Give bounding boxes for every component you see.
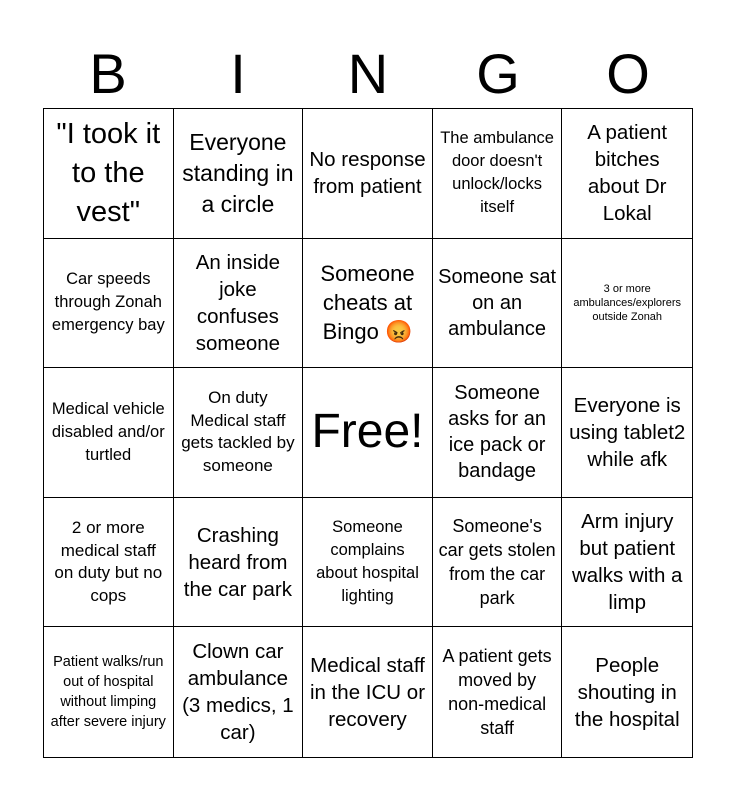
bingo-cell-text: 3 or more ambulances/explorers outside Zonah <box>573 282 681 323</box>
free-space-text: Free! <box>311 405 424 459</box>
bingo-cell-r4c2[interactable] <box>174 498 304 628</box>
bingo-cell-r1c2[interactable] <box>174 109 304 239</box>
bingo-cell-r3c5[interactable] <box>562 368 692 498</box>
bingo-cell-text: Everyone is using tablet2 while afk <box>569 393 686 471</box>
bingo-cell-text: An inside joke confuses someone <box>195 250 281 355</box>
bingo-cell-text: A patient bitches about Dr Lokal <box>587 121 668 226</box>
bingo-cell-r2c1[interactable] <box>44 239 174 369</box>
bingo-cell-text: Car speeds through Zonah emergency bay <box>51 270 165 335</box>
bingo-cell-r4c1[interactable] <box>44 498 174 628</box>
bingo-cell-text: A patient gets moved by non-medical staff <box>442 646 552 739</box>
header-letter-n: N <box>347 42 389 105</box>
bingo-cell-text: Clown car ambulance (3 medics, 1 car) <box>182 640 294 745</box>
bingo-cell-r5c5[interactable] <box>562 627 692 757</box>
bingo-cell-text: Medical vehicle disabled and/or turtled <box>51 399 165 464</box>
bingo-cell-r5c1[interactable] <box>44 627 174 757</box>
bingo-cell-text: Someone asks for an ice pack or bandage <box>448 382 546 483</box>
bingo-cell-text: Patient walks/run out of hospital without limping after severe injury <box>50 654 166 731</box>
bingo-cell-text: Someone's car gets stolen from the car park <box>438 516 556 609</box>
bingo-cell-text: 2 or more medical staff on duty but no cops <box>54 518 163 605</box>
bingo-cell-r4c3[interactable] <box>303 498 433 628</box>
bingo-cell-r4c5[interactable] <box>562 498 692 628</box>
bingo-cell-text: Medical staff in the ICU or recovery <box>309 653 426 731</box>
bingo-cell-text: The ambulance door doesn't unlock/locks itself <box>440 129 554 217</box>
bingo-cell-text: Someone sat on an ambulance <box>438 265 557 340</box>
header-letter-i: I <box>230 42 246 105</box>
bingo-cell-r2c2[interactable] <box>174 239 304 369</box>
bingo-cell-free[interactable] <box>303 368 433 498</box>
bingo-cell-r1c3[interactable] <box>303 109 433 239</box>
bingo-cell-text: On duty Medical staff gets tackled by someone <box>181 388 295 475</box>
bingo-cell-text: Crashing heard from the car park <box>183 523 293 601</box>
bingo-cell-r5c3[interactable] <box>303 627 433 757</box>
header-letter-g: G <box>476 42 520 105</box>
bingo-cell-r1c4[interactable] <box>433 109 563 239</box>
bingo-cell-r1c5[interactable] <box>562 109 692 239</box>
bingo-cell-text: People shouting in the hospital <box>574 653 680 731</box>
bingo-cell-r3c2[interactable] <box>174 368 304 498</box>
bingo-cell-text: "I took it to the vest" <box>56 117 161 228</box>
header-letter-b: B <box>89 42 127 105</box>
header-letter-o: O <box>606 42 650 105</box>
bingo-cell-r2c3[interactable] <box>303 239 433 369</box>
bingo-cell-r4c4[interactable] <box>433 498 563 628</box>
bingo-cell-r2c4[interactable] <box>433 239 563 369</box>
bingo-board <box>43 108 693 758</box>
bingo-header <box>43 40 693 108</box>
bingo-cell-text: Everyone standing in a circle <box>182 128 294 217</box>
bingo-cell-r5c4[interactable] <box>433 627 563 757</box>
bingo-cell-text: Someone cheats at Bingo 😡 <box>320 261 415 345</box>
bingo-cell-r1c1[interactable] <box>44 109 174 239</box>
bingo-cell-text: Arm injury but patient walks with a limp <box>571 510 683 615</box>
bingo-cell-r2c5[interactable] <box>562 239 692 369</box>
bingo-cell-r3c4[interactable] <box>433 368 563 498</box>
bingo-cell-text: Someone complains about hospital lighting <box>316 518 419 606</box>
bingo-cell-r5c2[interactable] <box>174 627 304 757</box>
bingo-cell-text: No response from patient <box>309 148 426 199</box>
bingo-cell-r3c1[interactable] <box>44 368 174 498</box>
